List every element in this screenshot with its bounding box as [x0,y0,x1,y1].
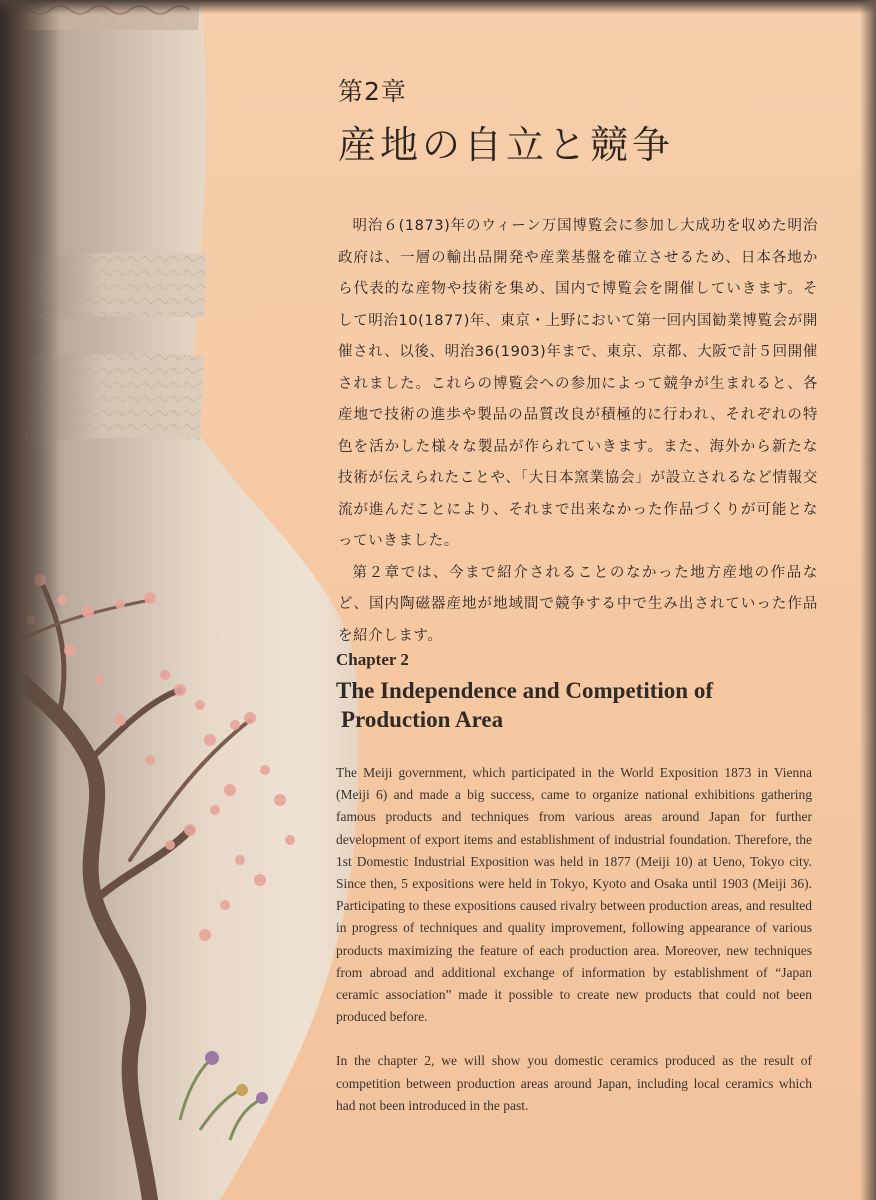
en-paragraph: In the chapter 2, we will show you domestic ceramics produced as the result of competition between production areas around Japan, including local ceramics which had not been introduced in the past. [336,1053,812,1113]
english-section [336,650,812,1139]
en-title-line-2: Production Area [341,707,504,732]
page-right-edge [860,0,876,1200]
page-gutter-shadow [0,0,60,1200]
japanese-section [338,72,818,652]
en-chapter-title [336,676,812,734]
jp-chapter-title: 産地の自立と競争 [338,123,675,167]
page-top-edge [0,0,876,14]
en-title-line-1: The Independence and Competition of [336,678,713,703]
en-chapter-label: Chapter 2 [336,650,409,669]
jp-paragraph: 第２章では、今まで紹介されることのなかった地方産地の作品など、国内陶磁器産地が地域間で競争する中で生み出されていった作品を紹介します。 [338,564,818,644]
jp-paragraph: 明治６(1873)年のウィーン万国博覧会に参加し大成功を収めた明治政府は、一層の輸出品開発や産業基盤を確立させるため、日本各地から代表的な産物や技術を集め、国内で博覧会を開催していきます。そして明治10(1877)年、東京・上野において第一回内国勧業博覧会が開催され、以後、明治36(1903)年まで、東京、京都、大阪で計５回開催されました。これらの博覧会への参加によって競争が生まれると、各産地で技術の進歩や製品の品質改良が積極的に行われ、それぞれの特色を活かした様々な製品が作られていきます。また、海外から新たな技術が伝えられたことや、「大日本窯業協会」が設立されるなど情報交流が進んだことにより、それまで出来なかった作品づくりが可能となっていきました。 [338,218,818,549]
jp-chapter-label: 第2章 [338,77,407,106]
en-paragraph: The Meiji government, which participated in the World Exposition 1873 in Vienna (Meiji 6) and made a big success, came to organize national exhibitions gathering famous products and techniques from various areas around Japan for further development of export items and establishment of industrial foundation. Therefore, the 1st Domestic Industrial Exposition was held in 1877 (Meiji 10) at Ueno, Tokyo city. Since then, 5 expositions were held in Tokyo, Kyoto and Osaka until 1903 (Meiji 36). Participating to these expositions caused rivalry between production areas, and resulted in progress of techniques and quality improvement, following appearance of various products maximizing the feature of each production area. Moreover, new techniques from abroad and additional exchange of information by establishment of “Japan ceramic association” made it possible to create new products that could not been produced before. [336,765,812,1025]
